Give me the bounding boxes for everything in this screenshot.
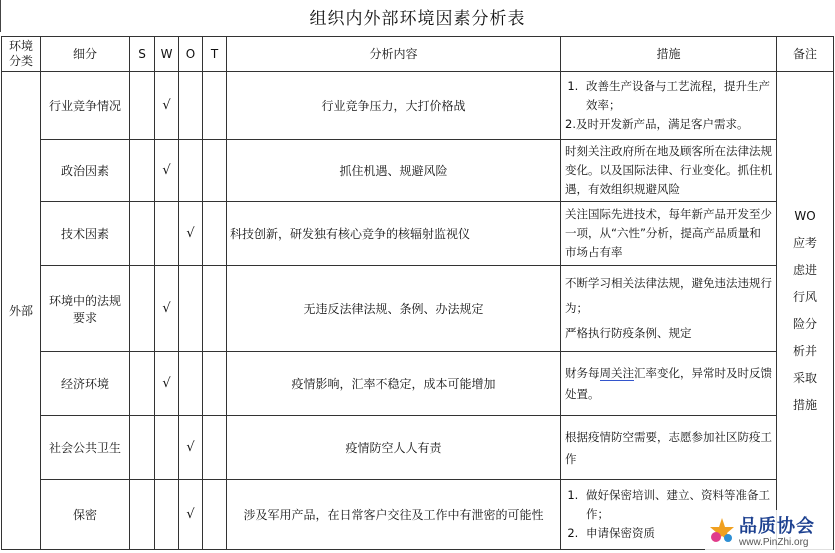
o-check-mark: √ bbox=[179, 416, 203, 480]
header-t: T bbox=[203, 37, 227, 72]
o-cell bbox=[179, 140, 203, 202]
t-cell bbox=[203, 72, 227, 140]
w-cell bbox=[155, 480, 179, 550]
detail-cell: 社会公共卫生 bbox=[41, 416, 130, 480]
measure-line: 不断学习相关法律法规，避免违法违规行为； bbox=[565, 276, 772, 315]
detail-cell: 技术因素 bbox=[41, 202, 130, 266]
measure-line: 时刻关注政府所在地及顾客所在法律法规变化。以及国际法律、行业变化。抓住机遇，有效组织规避风险 bbox=[565, 144, 772, 196]
analysis-cell: 疫情防空人人有责 bbox=[227, 416, 561, 480]
detail-cell: 政治因素 bbox=[41, 140, 130, 202]
table-row bbox=[2, 202, 834, 266]
header-detail: 细分 bbox=[41, 37, 130, 72]
t-cell bbox=[203, 266, 227, 352]
header-row bbox=[2, 37, 834, 72]
watermark-logo bbox=[705, 510, 833, 552]
table-row bbox=[2, 416, 834, 480]
header-measures: 措施 bbox=[561, 37, 777, 72]
analysis-cell: 涉及军用产品，在日常客户交往及工作中有泄密的可能性 bbox=[227, 480, 561, 550]
measures-cell bbox=[561, 72, 777, 140]
s-cell bbox=[130, 480, 155, 550]
remark-line: WO bbox=[794, 208, 816, 223]
page-title: 组织内外部环境因素分析表 bbox=[309, 9, 526, 29]
analysis-table bbox=[1, 36, 834, 550]
measure-item: 2. 申请保密资质 bbox=[582, 524, 772, 543]
detail-cell: 经济环境 bbox=[41, 352, 130, 416]
remark-line: 险分 bbox=[792, 316, 817, 331]
analysis-cell: 无违反法律法规、条例、办法规定 bbox=[227, 266, 561, 352]
measure-line: 根据疫情防空需要，志愿参加社区防疫工作 bbox=[565, 429, 772, 466]
analysis-cell: 科技创新，研发独有核心竞争的核辐射监视仪 bbox=[227, 202, 561, 266]
analysis-cell: 行业竞争压力，大打价格战 bbox=[227, 72, 561, 140]
detail-cell: 保密 bbox=[41, 480, 130, 550]
header-w: W bbox=[155, 37, 179, 72]
measure-line: 严格执行防疫条例、规定 bbox=[565, 326, 692, 340]
detail-cell: 环境中的法规要求 bbox=[41, 266, 130, 352]
remark-line: 析并 bbox=[792, 343, 817, 358]
header-category: 环境分类 bbox=[2, 37, 41, 72]
remark-line: 虑进 bbox=[792, 262, 817, 277]
watermark-url: www.PinZhi.org bbox=[739, 537, 809, 548]
o-check-mark: √ bbox=[179, 202, 203, 266]
remark-line: 措施 bbox=[792, 397, 817, 412]
watermark-name: 品质协会 bbox=[739, 516, 815, 537]
measure-text: 财务每 bbox=[565, 365, 600, 380]
s-cell bbox=[130, 72, 155, 140]
o-cell bbox=[179, 72, 203, 140]
header-o: O bbox=[179, 37, 203, 72]
header-s: S bbox=[130, 37, 155, 72]
measure-line: 2.及时开发新产品，满足客户需求。 bbox=[565, 117, 749, 131]
t-cell bbox=[203, 202, 227, 266]
remark-cell bbox=[777, 72, 834, 550]
table-row bbox=[2, 266, 834, 352]
t-cell bbox=[203, 416, 227, 480]
header-analysis: 分析内容 bbox=[227, 37, 561, 72]
measures-cell bbox=[561, 202, 777, 266]
analysis-cell: 抓住机遇、规避风险 bbox=[227, 140, 561, 202]
header-remark: 备注 bbox=[777, 37, 834, 72]
remark-line: 应考 bbox=[792, 235, 817, 250]
table-row bbox=[2, 352, 834, 416]
w-cell bbox=[155, 202, 179, 266]
measures-cell bbox=[561, 140, 777, 202]
s-cell bbox=[130, 202, 155, 266]
category-cell: 外部 bbox=[2, 72, 41, 550]
measure-line: 关注国际先进技术，每年新产品开发至少一项，从“六性”分析，提高产品质量和市场占有率 bbox=[565, 207, 772, 259]
o-cell bbox=[179, 352, 203, 416]
w-check-mark: √ bbox=[155, 140, 179, 202]
o-cell bbox=[179, 266, 203, 352]
t-cell bbox=[203, 480, 227, 550]
measures-cell bbox=[561, 266, 777, 352]
s-cell bbox=[130, 352, 155, 416]
w-check-mark: √ bbox=[155, 72, 179, 140]
logo-star-icon bbox=[707, 516, 737, 546]
o-check-mark: √ bbox=[179, 480, 203, 550]
detail-cell: 行业竞争情况 bbox=[41, 72, 130, 140]
s-cell bbox=[130, 266, 155, 352]
measure-text: 汇率变化，异常时及时反馈处置。 bbox=[565, 365, 772, 401]
measures-cell bbox=[561, 416, 777, 480]
s-cell bbox=[130, 140, 155, 202]
measure-item: 1. 改善生产设备与工艺流程，提升生产效率； bbox=[582, 77, 772, 115]
t-cell bbox=[203, 352, 227, 416]
measure-underlined-text: 周关注 bbox=[599, 365, 634, 380]
measure-item: 1. 做好保密培训、建立、资料等准备工作； bbox=[582, 486, 772, 524]
w-cell bbox=[155, 416, 179, 480]
remark-line: 采取 bbox=[792, 370, 817, 385]
table-row bbox=[2, 140, 834, 202]
measures-cell bbox=[561, 352, 777, 416]
w-check-mark: √ bbox=[155, 352, 179, 416]
table-row bbox=[2, 72, 834, 140]
analysis-cell: 疫情影响，汇率不稳定，成本可能增加 bbox=[227, 352, 561, 416]
s-cell bbox=[130, 416, 155, 480]
w-check-mark: √ bbox=[155, 266, 179, 352]
remark-line: 行风 bbox=[792, 289, 817, 304]
t-cell bbox=[203, 140, 227, 202]
